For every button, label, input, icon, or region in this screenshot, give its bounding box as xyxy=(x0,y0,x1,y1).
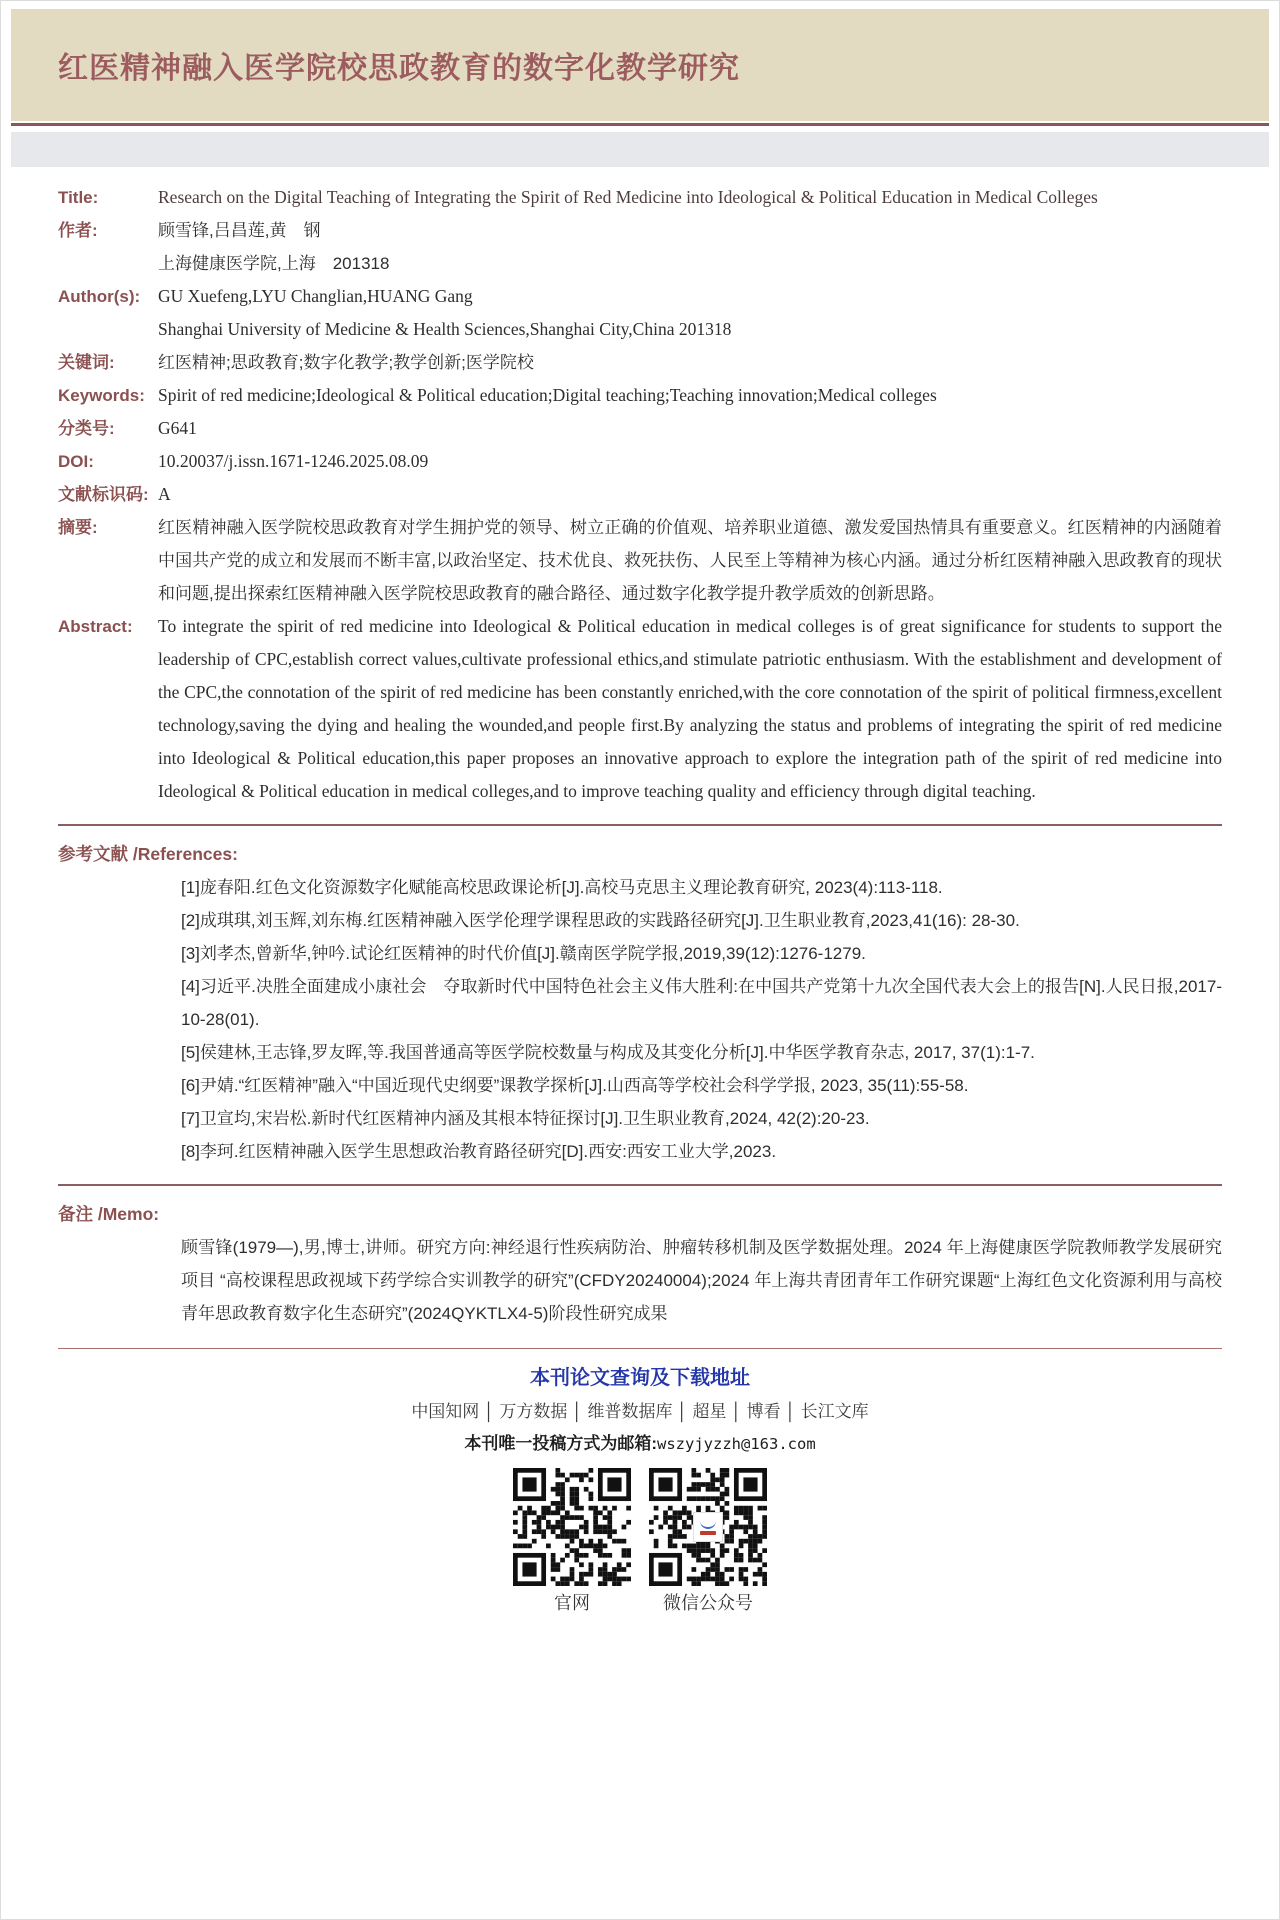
qr-label-wechat: 微信公众号 xyxy=(663,1593,753,1613)
references-divider xyxy=(58,824,1222,826)
meta-row-doi xyxy=(58,445,1222,478)
qr-box-website xyxy=(511,1468,633,1615)
meta-label-authors-cn: 作者: xyxy=(58,221,98,240)
qr-image-website xyxy=(513,1468,631,1586)
references-section xyxy=(1,838,1279,1168)
meta-value-doi: 10.20037/j.issn.1671-1246.2025.08.09 xyxy=(158,451,429,471)
meta-row-keywords-cn xyxy=(58,346,1222,379)
meta-row-authors-en xyxy=(58,280,1222,346)
meta-label-doc-code: 文献标识码: xyxy=(58,485,149,504)
article-header xyxy=(11,9,1269,121)
reference-item: [7]卫宣均,宋岩松.新时代红医精神内涵及其根本特征探讨[J].卫生职业教育,2024, 42(2):20-23. xyxy=(181,1109,870,1128)
meta-row-doc-code xyxy=(58,478,1222,511)
meta-label-title: Title: xyxy=(58,188,99,207)
meta-row-title xyxy=(58,181,1222,214)
authors-en-names: GU Xuefeng,LYU Changlian,HUANG Gang xyxy=(158,286,473,306)
reference-item: [3]刘孝杰,曾新华,钟吟.试论红医精神的时代价值[J].赣南医学院学报,2019,39(12):1276-1279. xyxy=(181,944,866,963)
meta-row-abstract-en xyxy=(58,610,1222,808)
meta-label-keywords-en: Keywords: xyxy=(58,386,145,405)
meta-row-classification xyxy=(58,412,1222,445)
meta-value-keywords-cn: 红医精神;思政教育;数字化教学;教学创新;医学院校 xyxy=(158,353,534,372)
article-title: 红医精神融入医学院校思政教育的数字化教学研究 xyxy=(58,52,740,85)
footer-divider xyxy=(58,1348,1222,1349)
meta-value-keywords-en: Spirit of red medicine;Ideological & Political education;Digital teaching;Teaching innovation;Medical colleges xyxy=(158,385,937,405)
meta-value-title: Research on the Digital Teaching of Integrating the Spirit of Red Medicine into Ideological & Political Education in Medical Colleges xyxy=(158,187,1098,207)
memo-section xyxy=(1,1198,1279,1330)
meta-value-classification: G641 xyxy=(158,418,197,438)
journal-info-bar xyxy=(11,132,1269,167)
meta-label-keywords-cn: 关键词: xyxy=(58,353,115,372)
meta-row-abstract-cn xyxy=(58,511,1222,610)
memo-heading: 备注 /Memo: xyxy=(58,1204,160,1224)
reference-item: [1]庞春阳.红色文化资源数字化赋能高校思政课论析[J].高校马克思主义理论教育研究, 2023(4):113-118. xyxy=(181,878,943,897)
qr-code-wechat xyxy=(649,1468,767,1586)
meta-value-abstract-en: To integrate the spirit of red medicine into Ideological & Political education in medical colleges is of great significance for students to support the leadership of CPC,establish correct values,cultivate professional ethics,and stimulate patriotic enthusiasm. With the establishment and development of the CPC,the connotation of the spirit of red medicine has been constantly enriched,with the core connotation of the spirit of political firmness,excellent technology,saving the dying and healing the wounded,and people first.By analyzing the status and problems of integrating the spirit of red medicine into Ideological & Political education,this paper proposes an innovative approach to explore the integration path of the spirit of red medicine into Ideological & Political education in medical colleges,and to improve teaching quality and efficiency through digital teaching. xyxy=(158,616,1222,801)
authors-cn-affiliation: 上海健康医学院,上海 201318 xyxy=(158,254,390,273)
meta-value-doc-code: A xyxy=(158,484,171,504)
qr-box-wechat xyxy=(647,1468,769,1615)
page-footer xyxy=(1,1365,1279,1615)
reference-item: [4]习近平.决胜全面建成小康社会 夺取新时代中国特色社会主义伟大胜利:在中国共产党第十九次全国代表大会上的报告[N].人民日报,2017-10-28(01). xyxy=(181,977,1222,1029)
submission-email-line xyxy=(1,1432,1279,1456)
meta-label-classification: 分类号: xyxy=(58,419,115,438)
header-divider xyxy=(11,123,1269,126)
footer-title: 本刊论文查询及下载地址 xyxy=(530,1367,750,1389)
meta-value-authors-en xyxy=(158,280,1222,346)
meta-row-authors-cn xyxy=(58,214,1222,280)
logo-mark-shape xyxy=(700,1531,716,1535)
meta-label-abstract-en: Abstract: xyxy=(58,617,133,636)
meta-label-authors-en: Author(s): xyxy=(58,287,141,306)
reference-item: [5]侯建林,王志锋,罗友晖,等.我国普通高等医学院校数量与构成及其变化分析[J].中华医学教育杂志, 2017, 37(1):1-7. xyxy=(181,1043,1035,1062)
meta-row-keywords-en xyxy=(58,379,1222,412)
database-list: 中国知网 │ 万方数据 │ 维普数据库 │ 超星 │ 博看 │ 长江文库 xyxy=(411,1402,869,1421)
reference-item: [2]成琪琪,刘玉辉,刘东梅.红医精神融入医学伦理学课程思政的实践路径研究[J].卫生职业教育,2023,41(16): 28-30. xyxy=(181,911,1020,930)
reference-item: [6]尹婧.“红医精神”融入“中国近现代史纲要”课教学探析[J].山西高等学校社会科学学报, 2023, 35(11):55-58. xyxy=(181,1076,969,1095)
authors-en-affiliation: Shanghai University of Medicine & Health Sciences,Shanghai City,China 201318 xyxy=(158,319,732,339)
metadata-section xyxy=(1,167,1279,808)
meta-label-abstract-cn: 摘要: xyxy=(58,518,98,537)
meta-value-abstract-cn: 红医精神融入医学院校思政教育对学生拥护党的领导、树立正确的价值观、培养职业道德、激发爱国热情具有重要意义。红医精神的内涵随着中国共产党的成立和发展而不断丰富,以政治坚定、技术优良、救死扶伤、人民至上等精神为核心内涵。通过分析红医精神融入思政教育的现状和问题,提出探索红医精神融入医学院校思政教育的融合路径、通过数字化教学提升教学质效的创新思路。 xyxy=(158,518,1222,603)
email-label: 本刊唯一投稿方式为邮箱: xyxy=(464,1434,658,1453)
email-address: wszyjyzzh@163.com xyxy=(657,1435,816,1453)
memo-divider xyxy=(58,1184,1222,1186)
journal-logo-icon xyxy=(693,1512,723,1542)
references-heading: 参考文献 /References: xyxy=(58,844,238,864)
meta-label-doi: DOI: xyxy=(58,452,94,471)
memo-text: 顾雪锋(1979—),男,博士,讲师。研究方向:神经退行性疾病防治、肿瘤转移机制及医学数据处理。2024 年上海健康医学院教师教学发展研究项目 “高校课程思政视域下药学综合实训教学的研究”(CFDY20240004);2024 年上海共青团青年工作研究课题“上海红色文化资源利用与高校青年思政教育数字化生态研究”(2024QYKTLX4-5)阶段性研究成果 xyxy=(181,1238,1222,1323)
qr-label-website: 官网 xyxy=(554,1593,590,1613)
authors-cn-names: 顾雪锋,吕昌莲,黄 钢 xyxy=(158,221,321,240)
meta-value-authors-cn xyxy=(158,214,1222,280)
qr-codes xyxy=(1,1468,1279,1615)
references-list xyxy=(58,871,1222,1168)
reference-item: [8]李珂.红医精神融入医学生思想政治教育路径研究[D].西安:西安工业大学,2023. xyxy=(181,1142,777,1161)
qr-code-website xyxy=(513,1468,631,1586)
logo-arc-shape xyxy=(700,1520,716,1529)
